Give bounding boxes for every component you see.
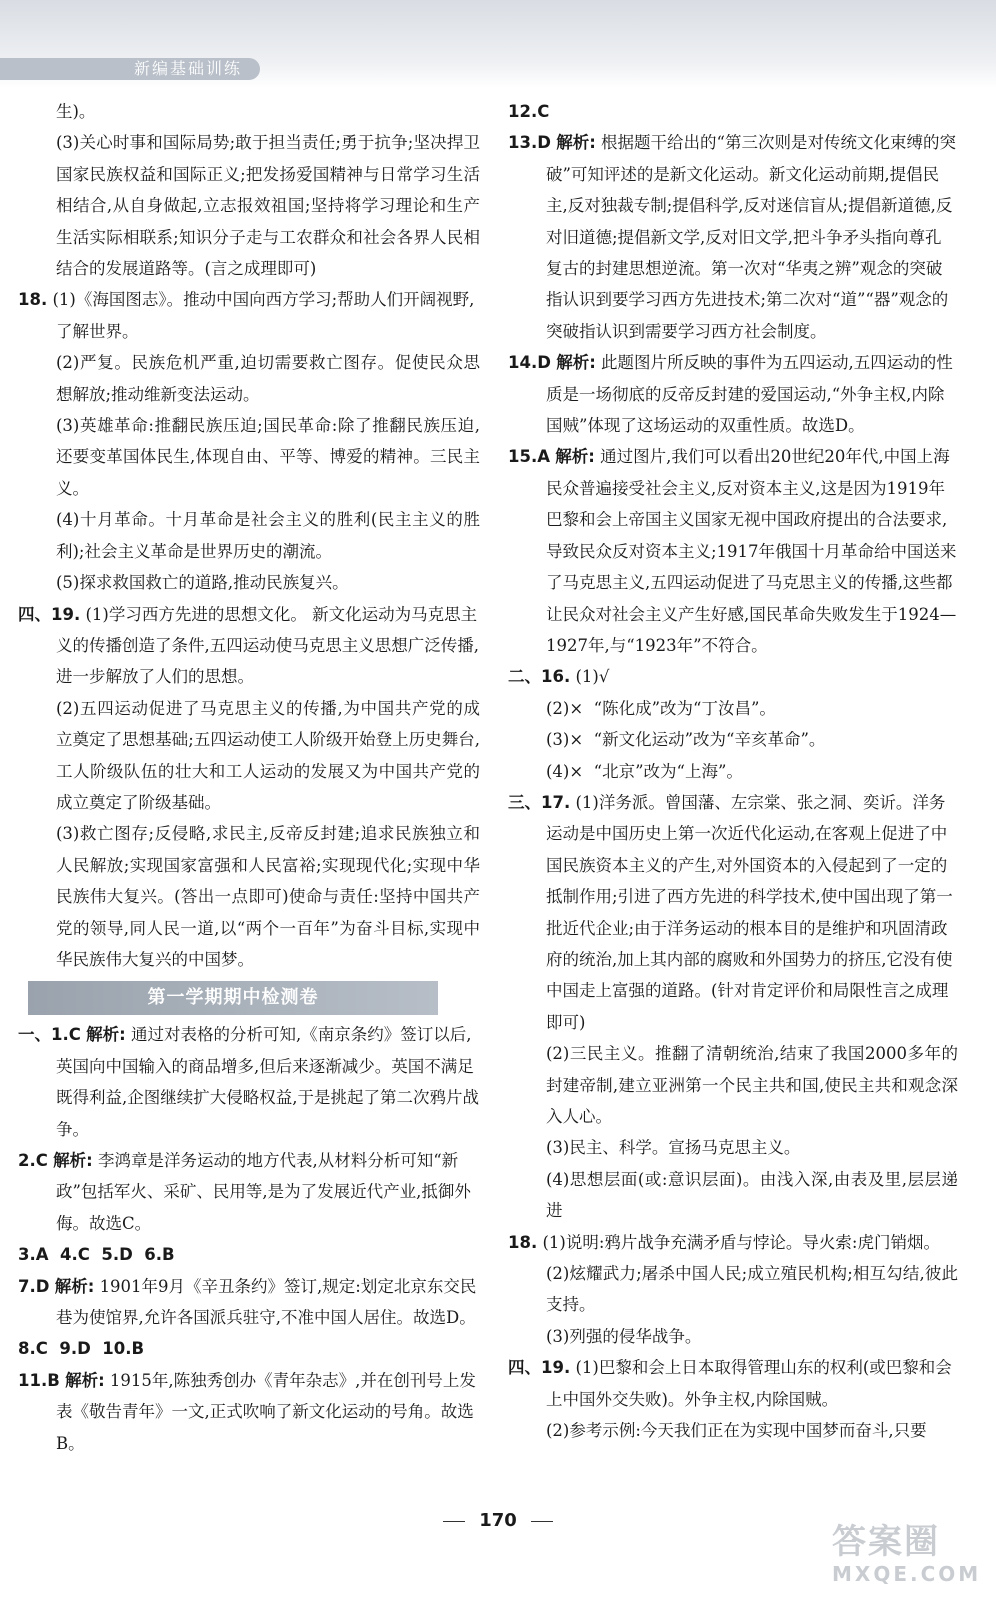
question-number: 8.C 9.D 10.B [18, 1339, 145, 1359]
answer-line: 生)。 [56, 102, 96, 121]
analysis-tag: 解析: [556, 353, 596, 373]
answer-paragraph: (1)说明:鸦片战争充满矛盾与悖论。导火索:虎门销烟。 [542, 1232, 940, 1252]
question-number: 一、1.C [18, 1025, 81, 1045]
question-number: 2.C [18, 1151, 48, 1170]
exam-item [508, 96, 958, 127]
answer-paragraph: (1)《海国图志》。推动中国向西方学习;帮助人们开阔视野,了解世界。 [52, 290, 475, 341]
answer-paragraph: (4)十月革命。十月革命是社会主义的胜利(民主主义的胜利);社会主义革命是世界历史的潮流。 [56, 510, 480, 561]
analysis-tag: 解析: [86, 1025, 126, 1045]
section-title: 第一学期期中检测卷 [28, 981, 438, 1015]
answer-text: 通过图片,我们可以看出20世纪20年代,中国上海民众普遍接受社会主义,反对资本主义,这是因为1919年巴黎和会上帝国主义国家无视中国政府提出的合法要求,导致民众反对资本主义;1917年俄国十月革命给中国送来了马克思主义,五四运动促进了马克思主义的传播,这些都让民众对社会主义产生好感,国民革命失败发生于1924—1927年,与“1923年”不符合。 [546, 447, 957, 655]
analysis-tag: 解析: [54, 1276, 95, 1296]
analysis-tag: 解析: [53, 1151, 93, 1170]
question-18 [18, 284, 480, 347]
page-header [0, 0, 996, 88]
question-16 [508, 661, 958, 692]
answer-line: (2)× “陈化成”改为“丁汝昌”。 [546, 698, 776, 718]
exam-item [508, 127, 958, 347]
answer-text: 根据题干给出的“第三次则是对传统文化束缚的突破”可知评述的是新文化运动。新文化运动前期,提倡民主,反对独裁专制;提倡科学,反对迷信盲从;提倡新道德,反对旧道德;提倡新文学,反对旧文学,把斗争矛头指向尊孔复古的封建思想逆流。第一次对“华夷之辨”观念的突破指认识到要学习西方先进技术;第二次对“道”“器”观念的突破指认识到需要学习西方社会制度。 [546, 133, 956, 341]
answer-line: (4)× “北京”改为“上海”。 [546, 761, 743, 781]
question-number: 13.D [508, 133, 551, 153]
answer-text: 1915年,陈独秀创办《青年杂志》,并在创刊号上发表《敬告青年》一文,正式吹响了新文化运动的号角。故选B。 [56, 1370, 476, 1453]
answer-line: (3)× “新文化运动”改为“辛亥革命”。 [546, 730, 826, 750]
answer-paragraph: (2)炫耀武力;屠杀中国人民;成立殖民机构;相互勾结,彼此支持。 [546, 1264, 958, 1315]
watermark-text: 答案圈 [832, 1522, 940, 1562]
question-19 [18, 599, 480, 693]
answer-paragraph: (5)探求救国救亡的道路,推动民族复兴。 [56, 573, 349, 593]
footer-dash [443, 1521, 465, 1522]
question-18 [508, 1227, 958, 1258]
answer-text: 通过对表格的分析可知,《南京条约》签订以后,英国向中国输入的商品增多,但后来逐渐减少。英国不满足既得利益,企图继续扩大侵略权益,于是挑起了第二次鸦片战争。 [56, 1025, 479, 1139]
answer-line: (1)√ [575, 667, 610, 687]
exam-item [18, 1145, 480, 1239]
question-number: 18. [18, 290, 48, 310]
question-number: 四、19. [508, 1358, 571, 1378]
question-number: 12.C [508, 102, 550, 121]
answer-paragraph: (2)五四运动促进了马克思主义的传播,为中国共产党的成立奠定了思想基础;五四运动使工人阶级开始登上历史舞台,工人阶级队伍的壮大和工人运动的发展又为中国共产党的成立奠定了阶级基础。 [56, 698, 480, 812]
question-number: 14.D [508, 353, 551, 373]
answer-paragraph: (2)严复。民族危机严重,迫切需要救亡图存。促使民众思想解放;推动维新变法运动。 [56, 353, 480, 404]
answer-text: 此题图片所反映的事件为五四运动,五四运动的性质是一场彻底的反帝反封建的爱国运动,“外争主权,内除国贼”体现了这场运动的双重性质。故选D。 [546, 353, 953, 436]
question-number: 四、19. [18, 604, 81, 624]
answer-paragraph: (4)思想层面(或:意识层面)。由浅入深,由表及里,层层递进 [546, 1169, 958, 1221]
watermark-logo [832, 1522, 982, 1594]
analysis-tag: 解析: [555, 447, 595, 467]
exam-item [18, 1239, 480, 1270]
question-number: 7.D [18, 1276, 50, 1296]
question-17 [508, 787, 958, 1038]
answer-paragraph: (3)救亡图存;反侵略,求民主,反帝反封建;追求民族独立和人民解放;实现国家富强和人民富裕;实现现代化;实现中华民族伟大复兴。(答出一点即可)使命与责任:坚持中国共产党的领导,同人民一道,以“两个一百年”为奋斗目标,实现中华民族伟大复兴的中国梦。 [56, 824, 480, 969]
answer-paragraph: (1)巴黎和会上日本取得管理山东的权利(或巴黎和会上中国外交失败)。外争主权,内除国贼。 [546, 1358, 952, 1409]
book-title: 新编基础训练 [134, 59, 243, 78]
question-number: 15.A [508, 447, 550, 467]
answer-paragraph: (1)洋务派。曾国藩、左宗棠、张之洞、奕䜣。洋务运动是中国历史上第一次近代化运动,在客观上促进了中国民族资本主义的产生,对外国资本的入侵起到了一定的抵制作用;引进了西方先进的科学技术,使中国出现了第一批近代企业;由于洋务运动的根本目的是维护和巩固清政府的统治,加上其内部的腐败和外国势力的挤压,它没有使中国走上富强的道路。(针对肯定评价和局限性言之成理即可) [546, 792, 953, 1032]
answer-paragraph: (3)关心时事和国际局势;敢于担当责任;勇于抗争;坚决捍卫国家民族权益和国际正义;把发扬爱国精神与日常学习生活相结合,从自身做起,立志报效祖国;坚持将学习理论和生产生活实际相联系;知识分子走与工农群众和社会各界人民相结合的发展道路等。(言之成理即可) [56, 133, 480, 279]
answer-text: 1901年9月《辛丑条约》签订,规定:划定北京东交民巷为使馆界,允许各国派兵驻守,不准中国人居住。故选D。 [56, 1276, 477, 1328]
exam-item [508, 441, 958, 661]
watermark-url: MXQE.COM [832, 1562, 982, 1586]
analysis-tag: 解析: [65, 1370, 105, 1390]
answer-text: 李鸿章是洋务运动的地方代表,从材料分析可知“新政”包括军火、采矿、民用等,是为了发展近代产业,抵御外侮。故选C。 [56, 1151, 471, 1233]
answer-paragraph: (3)英雄革命:推翻民族压迫;国民革命:除了推翻民族压迫,还要变革国体民生,体现自由、平等、博爱的精神。三民主义。 [56, 416, 480, 498]
answer-paragraph: (2)三民主义。推翻了清朝统治,结束了我国2000多年的封建帝制,建立亚洲第一个民主共和国,使民主共和观念深入人心。 [546, 1044, 958, 1126]
footer-dash [531, 1521, 553, 1522]
answer-paragraph: (2)参考示例:今天我们正在为实现中国梦而奋斗,只要 [546, 1421, 927, 1441]
exam-item [18, 1019, 480, 1145]
page-number: 170 [479, 1510, 517, 1531]
answer-paragraph: (3)民主、科学。宣扬马克思主义。 [546, 1138, 801, 1158]
exam-item [18, 1271, 480, 1334]
analysis-tag: 解析: [556, 133, 596, 153]
left-column [18, 96, 480, 1459]
question-number: 二、16. [508, 667, 571, 687]
question-number: 三、17. [508, 792, 571, 812]
question-number: 18. [508, 1232, 538, 1252]
exam-item [18, 1365, 480, 1459]
question-number: 11.B [18, 1370, 60, 1390]
exam-item [508, 347, 958, 441]
answer-paragraph: (1)学习西方先进的思想文化。 新文化运动为马克思主义的传播创造了条件,五四运动使马克思主义思想广泛传播,进一步解放了人们的思想。 [56, 604, 479, 687]
exam-item [18, 1333, 480, 1364]
answer-paragraph: (3)列强的侵华战争。 [546, 1326, 702, 1346]
right-column [508, 96, 958, 1446]
question-number: 3.A 4.C 5.D 6.B [18, 1245, 175, 1265]
question-19 [508, 1352, 958, 1415]
